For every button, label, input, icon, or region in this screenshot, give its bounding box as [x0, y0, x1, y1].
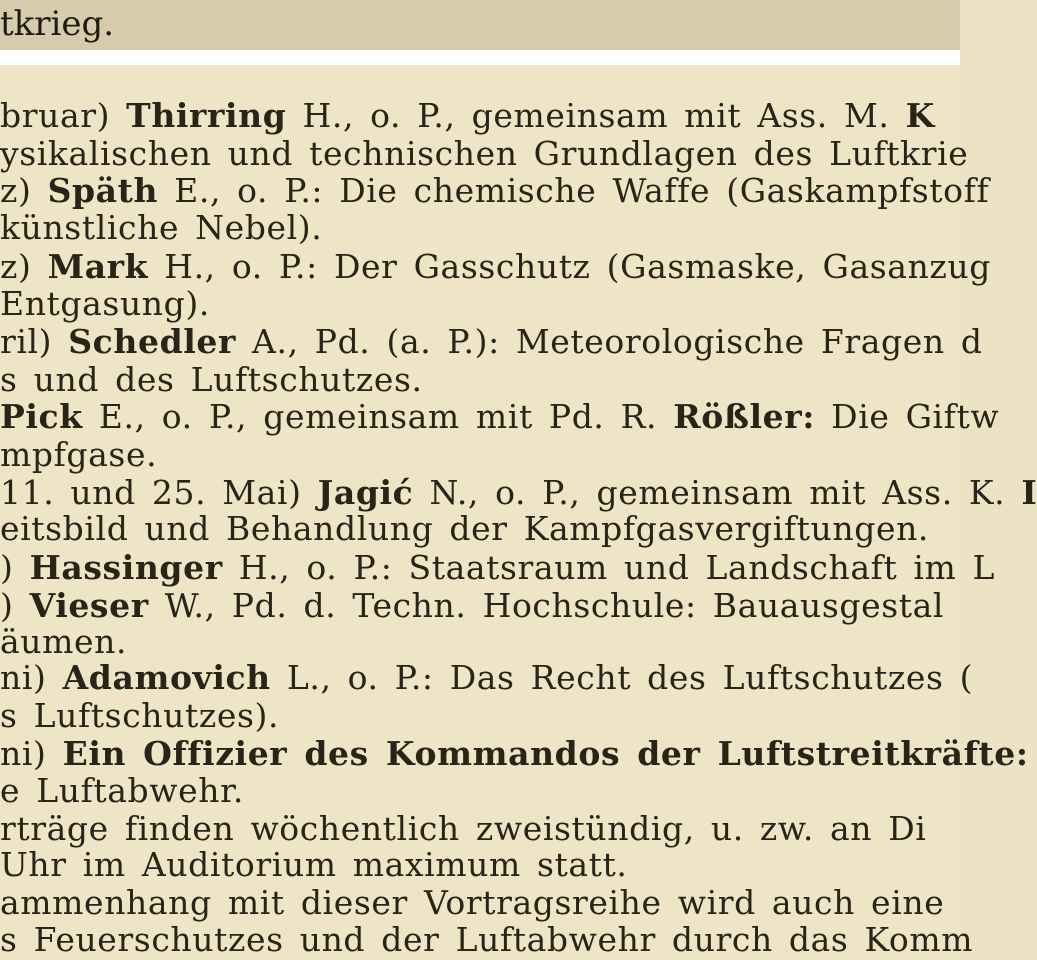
line-text: ril)	[0, 322, 69, 361]
lecturer-name: Mark	[47, 247, 149, 286]
text-line	[0, 285, 1000, 323]
text-line	[0, 697, 1000, 735]
text-line	[0, 549, 1000, 587]
text-line	[0, 810, 1000, 848]
text-line	[0, 361, 1000, 399]
line-text: W., Pd. d. Techn. Hochschule: Bauausgestal	[148, 586, 945, 625]
line-text: Uhr im Auditorium maximum statt.	[0, 845, 628, 884]
text-line	[0, 248, 1000, 286]
line-text: H., o. P., gemeinsam mit Ass. M.	[286, 96, 906, 135]
text-line	[0, 587, 1000, 625]
text-line	[0, 772, 1000, 810]
lecturer-name: Pick	[0, 397, 83, 436]
text-line	[0, 659, 1000, 697]
line-text: Die Giftw	[815, 397, 1000, 436]
previous-page-strip	[0, 0, 960, 50]
line-text: mpfgase.	[0, 435, 158, 474]
lecturer-name: Thirring	[126, 96, 287, 135]
line-text: z)	[0, 171, 48, 210]
lecturer-name: Jagić	[317, 473, 414, 512]
text-line	[0, 473, 1037, 512]
lecturer-name: Rößler:	[673, 397, 816, 436]
text-line	[0, 172, 1000, 210]
line-text: z)	[0, 247, 48, 286]
text-line	[0, 135, 1000, 173]
line-text: eitsbild und Behandlung der Kampfgasvergiftungen.	[0, 509, 930, 548]
lecturer-name: Ein Offizier des Kommandos der Luftstreitkräfte:	[62, 734, 1029, 773]
line-text: ni)	[0, 658, 63, 697]
line-text: )	[0, 586, 30, 625]
text-line	[0, 623, 1000, 661]
text-line	[0, 884, 1000, 922]
document-page	[0, 65, 1037, 960]
text-line	[0, 734, 1029, 773]
lecturer-name: Späth	[47, 171, 159, 210]
line-text: E., o. P.: Die chemische Waffe (Gaskampfstoff	[158, 171, 990, 210]
line-text: N., o. P., gemeinsam mit Ass. K.	[413, 473, 1022, 512]
previous-page-text: tkrieg.	[0, 4, 115, 44]
text-line	[0, 436, 1000, 474]
line-text: rträge finden wöchentlich zweistündig, u. zw. an Di	[0, 809, 927, 848]
line-text: L., o. P.: Das Recht des Luftschutzes (	[270, 658, 974, 697]
line-text: s und des Luftschutzes.	[0, 360, 423, 399]
page-gap	[0, 50, 960, 65]
lecturer-name: Adamovich	[62, 658, 271, 697]
line-text: ysikalischen und technischen Grundlagen des Luftkrie	[0, 134, 969, 173]
line-text: s Feuerschutzes und der Luftabwehr durch das Komm	[0, 920, 974, 959]
lecturer-name: K	[905, 96, 935, 135]
line-text: ni)	[0, 734, 63, 773]
line-text: 11. und 25. Mai)	[0, 473, 318, 512]
text-line	[0, 97, 1000, 135]
line-text: äumen.	[0, 622, 128, 661]
line-text: ammenhang mit dieser Vortragsreihe wird auch eine	[0, 883, 945, 922]
line-text: Entgasung).	[0, 284, 210, 323]
lecturer-name: Vieser	[29, 586, 149, 625]
line-text: s Luftschutzes).	[0, 696, 280, 735]
line-text: E., o. P., gemeinsam mit Pd. R.	[82, 397, 674, 436]
line-text: )	[0, 548, 30, 587]
lecturer-name: Hassinger	[29, 548, 223, 587]
text-line	[0, 398, 1000, 436]
text-line	[0, 209, 1000, 247]
text-line	[0, 323, 1000, 361]
lecturer-name: Schedler	[68, 322, 236, 361]
line-text: H., o. P.: Der Gasschutz (Gasmaske, Gasanzug	[148, 247, 991, 286]
text-line	[0, 846, 1000, 884]
line-text: künstliche Nebel).	[0, 208, 323, 247]
line-text: A., Pd. (a. P.): Meteorologische Fragen d	[235, 322, 983, 361]
text-line	[0, 921, 1000, 959]
line-text: H., o. P.: Staatsraum und Landschaft im L	[222, 548, 996, 587]
text-line	[0, 510, 1000, 548]
line-text: e Luftabwehr.	[0, 771, 244, 810]
line-text: bruar)	[0, 96, 127, 135]
lecturer-name: I	[1021, 473, 1037, 512]
